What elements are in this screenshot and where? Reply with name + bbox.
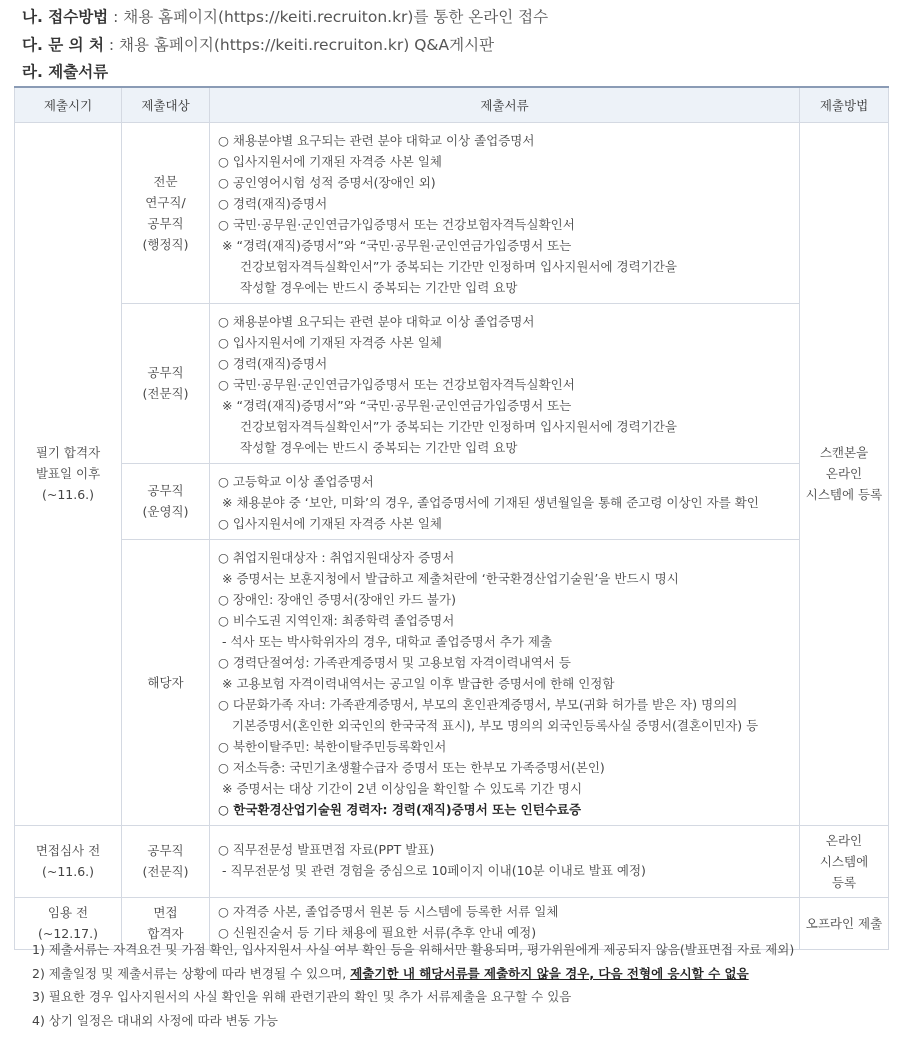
doc-item: ○ 입사지원서에 기재된 자격증 사본 일체 (218, 334, 442, 350)
inquiry-label: 다. 문 의 처 (22, 36, 104, 54)
documents-cell (210, 539, 800, 825)
header-target: 제출대상 (122, 87, 210, 122)
table-row (15, 303, 889, 463)
doc-item: ○ 북한이탈주민: 북한이탈주민등록확인서 (218, 738, 447, 754)
footnote-2-emphasis: 제출기한 내 해당서류를 제출하지 않을 경우, 다음 전형에 응시할 수 없음 (350, 965, 749, 981)
footnote-2-text: 2) 제출일정 및 제출서류는 상황에 따라 변경될 수 있으며, (32, 965, 351, 981)
doc-item: ○ 채용분야별 요구되는 관련 분야 대학교 이상 졸업증명서 (218, 132, 535, 148)
doc-item: ○ 국민·공무원·군인연금가입증명서 또는 건강보험자격득실확인서 (218, 376, 575, 392)
timing-line: 발표일 이후 (35, 466, 101, 481)
target-line: 공무직 (147, 483, 184, 498)
doc-item: ○ 공인영어시험 성적 증명서(장애인 외) (218, 174, 436, 190)
footnote-4: 4) 상기 일정은 대내외 사정에 따라 변동 가능 (32, 1012, 278, 1028)
timing-line: 필기 합격자 (35, 445, 101, 460)
documents-cell (210, 122, 800, 303)
table-row (15, 539, 889, 825)
target-cell (122, 539, 210, 825)
doc-note: 작성할 경우에는 반드시 중복되는 기간만 입력 요망 (240, 439, 518, 455)
target-line: 공무직 (147, 215, 184, 231)
doc-item: ○ 신원진술서 등 기타 채용에 필요한 서류(추후 안내 예정) (218, 925, 537, 940)
header-timing: 제출시기 (15, 87, 122, 122)
method-line: 온라인 (825, 832, 863, 848)
timing-line: (~11.6.) (41, 864, 95, 879)
inquiry-line (22, 35, 494, 55)
doc-item: ○ 자격증 사본, 졸업증명서 원본 등 시스템에 등록한 서류 일체 (218, 904, 559, 919)
doc-item: ○ 경력(재직)증명서 (218, 355, 328, 371)
doc-note: ※ 채용분야 중 ‘보안, 미화’의 경우, 졸업증명서에 기재된 생년월일을 통해 준고령 이상인 자를 확인 (222, 494, 759, 510)
doc-item: ○ 비수도권 지역인재: 최종학력 졸업증명서 (218, 612, 455, 628)
doc-item: ○ 저소득층: 국민기초생활수급자 증명서 또는 한부모 가족증명서(본인) (218, 759, 605, 775)
target-line: 합격자 (147, 926, 184, 941)
table-row (15, 463, 889, 539)
doc-item: ○ 장애인: 장애인 증명서(장애인 카드 불가) (218, 591, 456, 607)
table-row (15, 122, 889, 303)
doc-note: 기본증명서(혼인한 외국인의 한국국적 표시), 부모 명의의 외국인등록사실 증명서(결혼이민자) 등 (232, 717, 759, 733)
submission-documents-table (14, 86, 889, 950)
doc-note: 작성할 경우에는 반드시 중복되는 기간만 입력 요망 (240, 279, 518, 295)
doc-item: ○ 입사지원서에 기재된 자격증 사본 일체 (218, 153, 442, 169)
method-line: 시스템에 (819, 853, 869, 869)
doc-item: ○ 직무전문성 발표면접 자료(PPT 발표) (218, 842, 435, 857)
timing-line: (~12.17.) (38, 926, 98, 941)
receipt-method-line (22, 7, 548, 27)
doc-note: ※ “경력(재직)증명서”와 “국민·공무원·군인연금가입증명서 또는 (222, 237, 572, 253)
doc-note: - 석사 또는 박사학위자의 경우, 대학교 졸업증명서 추가 제출 (222, 633, 553, 649)
doc-item: ○ 경력단절여성: 가족관계증명서 및 고용보험 자격이력내역서 등 (218, 654, 571, 670)
target-line: (운영직) (142, 504, 189, 519)
documents-section-title: 라. 제출서류 (22, 63, 109, 81)
doc-item: ○ 입사지원서에 기재된 자격증 사본 일체 (218, 515, 442, 531)
doc-note: 건강보험자격득실확인서”가 중복되는 기간만 인정하며 입사지원서에 경력기간을 (240, 418, 677, 434)
documents-cell (210, 463, 800, 539)
table-row (15, 825, 889, 897)
doc-note: - 직무전문성 및 관련 경험을 중심으로 10페이지 이내(10분 이내로 발표 예정) (222, 863, 646, 878)
timing-cell (15, 122, 122, 825)
header-documents: 제출서류 (210, 87, 800, 122)
target-line: 해당자 (147, 674, 184, 690)
doc-item: ○ 취업지원대상자 : 취업지원대상자 증명서 (218, 549, 455, 565)
timing-cell (15, 825, 122, 897)
doc-item: ○ 고등학교 이상 졸업증명서 (218, 473, 374, 489)
receipt-method-label: 나. 접수방법 (22, 8, 109, 26)
target-line: (전문직) (142, 386, 189, 401)
footnotes (32, 938, 794, 1032)
target-line: (행정직) (142, 236, 189, 252)
doc-note: ※ 고용보험 자격이력내역서는 공고일 이후 발급한 증명서에 한해 인정함 (222, 675, 615, 691)
target-cell (122, 303, 210, 463)
inquiry-text: : 채용 홈페이지(https://keiti.recruiton.kr) Q&A게시판 (103, 36, 495, 54)
receipt-method-text: : 채용 홈페이지(https://keiti.recruiton.kr)를 통한 온라인 접수 (108, 8, 549, 26)
footnote-1: 1) 제출서류는 자격요건 및 가점 확인, 입사지원서 사실 여부 확인 등을 위해서만 활용되며, 평가위원에게 제공되지 않음(발표면접 자료 제외) (32, 942, 795, 957)
method-line: 등록 (831, 874, 857, 890)
timing-line: 임용 전 (47, 905, 89, 920)
target-line: 면접 (153, 905, 178, 920)
method-cell (800, 897, 889, 949)
target-line: 공무직 (147, 365, 184, 380)
method-line: 시스템에 등록 (805, 487, 883, 502)
target-cell (122, 825, 210, 897)
header-method: 제출방법 (800, 87, 889, 122)
documents-cell (210, 825, 800, 897)
doc-note: ※ 증명서는 대상 기간이 2년 이상임을 확인할 수 있도록 기간 명시 (222, 780, 583, 796)
doc-item: ○ 다문화가족 자녀: 가족관계증명서, 부모의 혼인관계증명서, 부모(귀화 허가를 받은 자) 명의의 (218, 696, 738, 712)
table-header-row (15, 87, 889, 122)
target-line: 공무직 (147, 843, 184, 858)
timing-line: (~11.6.) (41, 487, 95, 502)
footnote-2 (32, 962, 794, 986)
timing-line: 면접심사 전 (35, 843, 101, 858)
doc-item: ○ 국민·공무원·군인연금가입증명서 또는 건강보험자격득실확인서 (218, 216, 575, 232)
doc-item-emphasis: ○ 한국환경산업기술원 경력자: 경력(재직)증명서 또는 인턴수료증 (218, 801, 582, 817)
target-cell (122, 122, 210, 303)
doc-item: ○ 채용분야별 요구되는 관련 분야 대학교 이상 졸업증명서 (218, 313, 535, 329)
doc-note: 건강보험자격득실확인서”가 중복되는 기간만 인정하며 입사지원서에 경력기간을 (240, 258, 677, 274)
doc-note: ※ 증명서는 보훈지청에서 발급하고 제출처란에 ‘한국환경산업기술원’을 반드시 명시 (222, 570, 679, 586)
method-line: 스캔본을 (819, 445, 869, 460)
documents-cell (210, 303, 800, 463)
method-cell (800, 825, 889, 897)
footnote-3: 3) 필요한 경우 입사지원서의 사실 확인을 위해 관련기관의 확인 및 추가 서류제출을 요구할 수 있음 (32, 989, 572, 1004)
method-line: 온라인 (825, 466, 863, 481)
doc-note: ※ “경력(재직)증명서”와 “국민·공무원·군인연금가입증명서 또는 (222, 397, 572, 413)
target-line: (전문직) (142, 864, 189, 879)
method-line: 오프라인 제출 (805, 915, 883, 931)
target-line: 연구직/ (145, 194, 186, 210)
target-cell (122, 463, 210, 539)
method-cell (800, 122, 889, 825)
doc-item: ○ 경력(재직)증명서 (218, 195, 328, 211)
target-line: 전문 (153, 173, 178, 189)
